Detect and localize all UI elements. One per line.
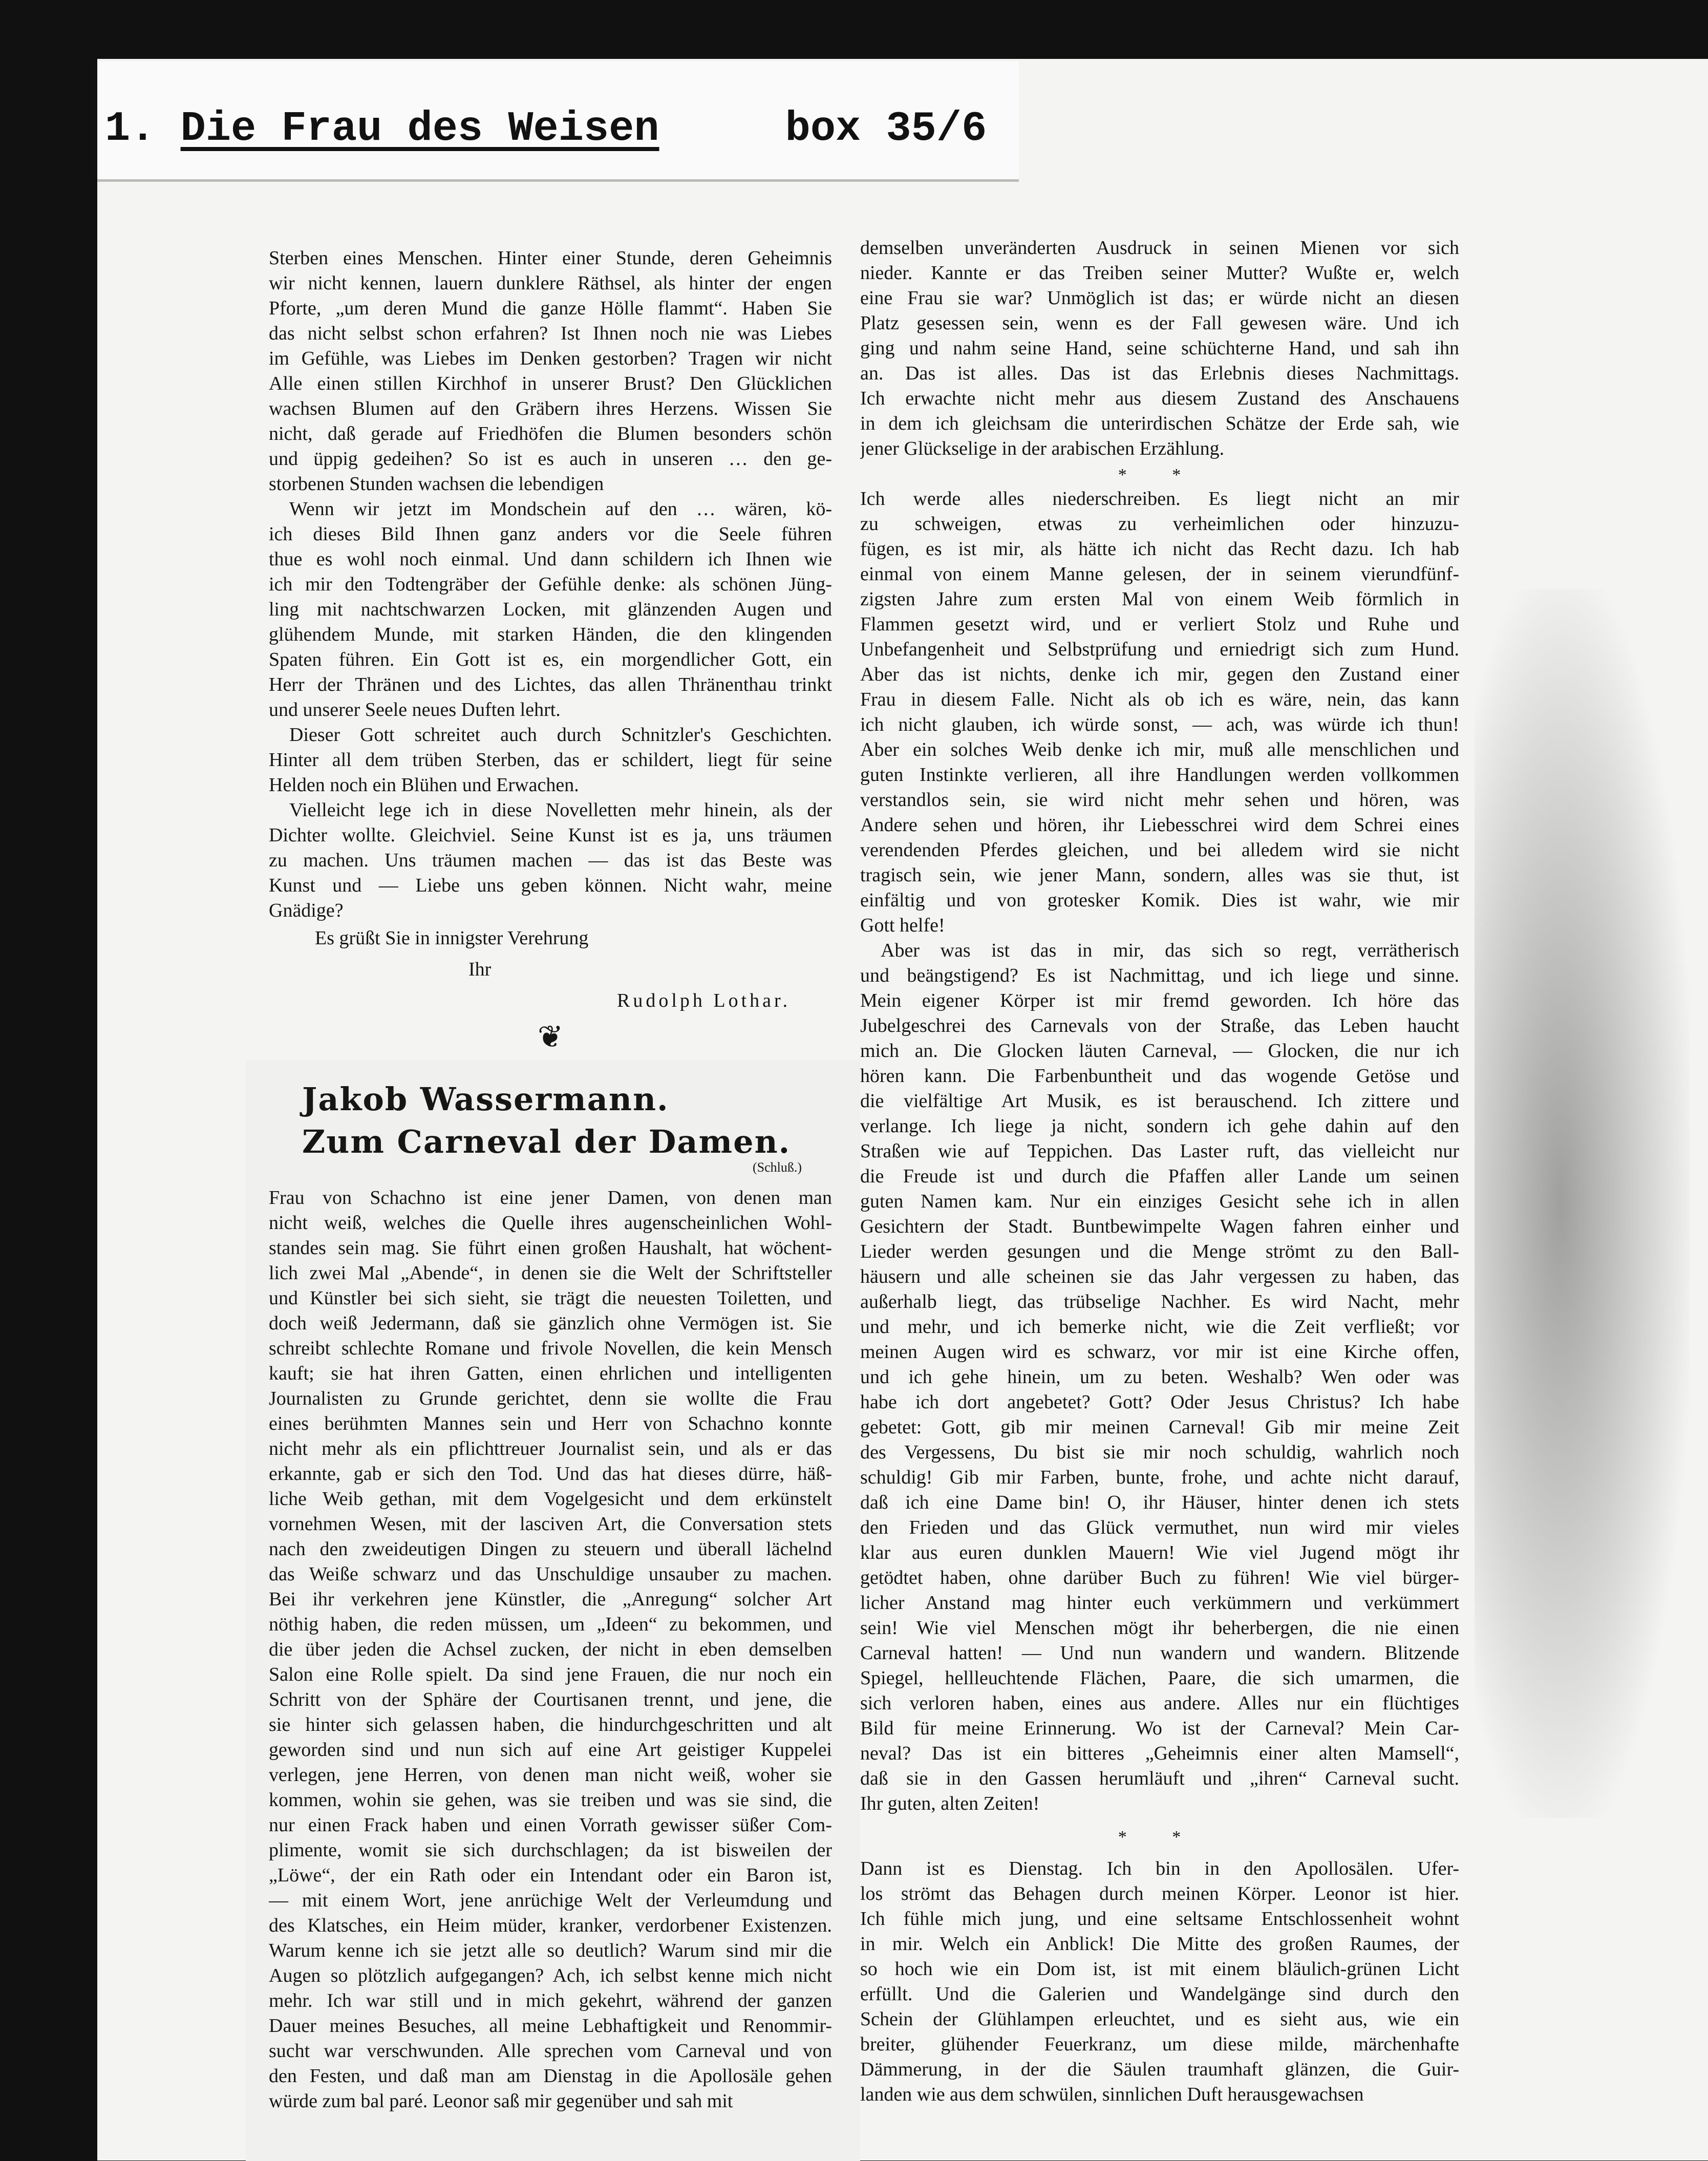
right-column-block-1 bbox=[860, 236, 1459, 461]
text-line: des Klatsches, ein Heim müder, kranker, verdorbener Existenzen. bbox=[269, 1915, 832, 1936]
text-line: Dann ist es Dienstag. Ich bin in den Apollosälen. Ufer- bbox=[860, 1858, 1459, 1879]
text-line: guten Instinkte verlieren, all ihre Handlungen werden vollkommen bbox=[860, 764, 1459, 786]
text-line: geworden sind und nun sich auf eine Art geistiger Kuppelei bbox=[269, 1739, 832, 1761]
text-line: daß ich eine Dame bin! O, ihr Häuser, hinter denen ich stets bbox=[860, 1492, 1459, 1513]
text-line: Straßen wie auf Teppichen. Das Laster ruft, das vielleicht nur bbox=[860, 1140, 1459, 1162]
text-line: breiter, glühender Feuerkranz, um diese milde, märchenhafte bbox=[860, 2033, 1459, 2055]
text-line: wachsen Blumen auf den Gräbern ihres Herzens. Wissen Sie bbox=[269, 398, 832, 419]
section-separator: * * bbox=[1118, 465, 1202, 484]
text-line: sich verloren haben, eines aus andere. Alles nur ein flüchtiges bbox=[860, 1692, 1459, 1714]
text-line: Herr der Thränen und des Lichtes, das allen Thränenthau trinkt bbox=[269, 674, 832, 695]
text-line: getödtet haben, ohne darüber Buch zu führen! Wie viel bürger- bbox=[860, 1567, 1459, 1588]
text-line: eine Frau sie war? Unmöglich ist das; er würde nicht an diesen bbox=[860, 287, 1459, 309]
text-line: Ich fühle mich jung, und eine seltsame Entschlossenheit wohnt bbox=[860, 1908, 1459, 1930]
text-line: Dämmerung, in der die Säulen traumhaft glänzen, die Guir- bbox=[860, 2059, 1459, 2080]
text-line: die über jeden die Achsel zucken, der nicht in eben demselben bbox=[269, 1639, 832, 1660]
signature: Rudolph Lothar. bbox=[617, 990, 791, 1011]
article-heading bbox=[302, 1080, 865, 1160]
text-line: Ich werde alles niederschreiben. Es liegt nicht an mir bbox=[860, 488, 1459, 510]
text-line: und unserer Seele neues Duften lehrt. bbox=[269, 699, 561, 721]
article-title: Zum Carneval der Damen. bbox=[302, 1123, 791, 1160]
closing-line: Es grüßt Sie in innigster Verehrung bbox=[315, 927, 589, 949]
text-line: Dauer meines Besuches, all meine Lebhaftigkeit und Renommir- bbox=[269, 2015, 832, 2037]
text-line: hören kann. Die Farbenbuntheit und das wogende Getöse und bbox=[860, 1065, 1459, 1087]
text-line: verendenden Pferdes gleichen, und bei alledem wird sie nicht bbox=[860, 839, 1459, 861]
text-line: nicht, daß gerade auf Friedhöfen die Blumen besonders schön bbox=[269, 423, 832, 444]
text-line: Jubelgeschrei des Carnevals von der Straße, das Leben haucht bbox=[860, 1015, 1459, 1036]
article-author: Jakob Wassermann. bbox=[302, 1080, 669, 1118]
text-line: und beängstigend? Es ist Nachmittag, und ich liege und sinne. bbox=[860, 965, 1459, 986]
text-line: daß sie in den Gassen herumläuft und „ihren“ Carneval sucht. bbox=[860, 1768, 1459, 1789]
text-line: vornehmen Wesen, mit der lasciven Art, die Conversation stets bbox=[269, 1513, 832, 1535]
text-line: nicht mehr als ein pflichttreuer Journalist sein, und als er das bbox=[269, 1438, 832, 1459]
text-line: fügen, es ist mir, als hätte ich nicht das Recht dazu. Ich hab bbox=[860, 538, 1459, 560]
text-line: Ich erwachte nicht mehr aus diesem Zustand des Anschauens bbox=[860, 388, 1459, 409]
closing-ihr: Ihr bbox=[468, 959, 492, 980]
text-line: Platz gesessen sein, wenn es der Fall gewesen wäre. Und ich bbox=[860, 312, 1459, 334]
text-line: Gesichtern der Stadt. Buntbewimpelte Wagen fahren einher und bbox=[860, 1216, 1459, 1237]
text-line: Mein eigener Körper ist mir fremd geworden. Ich höre das bbox=[860, 990, 1459, 1011]
text-line: das nicht selbst schon erfahren? Ist Ihnen noch nie was Liebes bbox=[269, 323, 832, 344]
text-line: außerhalb liegt, das trübselige Nachher. Es wird Nacht, mehr bbox=[860, 1291, 1459, 1312]
text-line: Lieder werden gesungen und die Menge strömt zu den Ball- bbox=[860, 1241, 1459, 1262]
text-line: habe ich dort angebetet? Gott? Oder Jesus Christus? Ich habe bbox=[860, 1391, 1459, 1413]
text-line: den Festen, und daß man am Dienstag in die Apollosäle gehen bbox=[269, 2065, 832, 2087]
text-line: standes sein mag. Sie führt einen großen Haushalt, hat wöchent- bbox=[269, 1237, 832, 1259]
text-line: Unbefangenheit und Selbstprüfung und erniedrigt sich zum Hund. bbox=[860, 639, 1459, 660]
text-line: wir nicht kennen, lauern dunklere Räthsel, als hinter der engen bbox=[269, 272, 832, 294]
text-line: verlange. Ich liege ja nicht, sondern ich gehe dahin auf den bbox=[860, 1115, 1459, 1137]
label-number: 1. bbox=[105, 105, 156, 153]
text-line: mehr. Ich war still und in mich gekehrt, während der ganzen bbox=[269, 1990, 832, 2011]
text-line: und üppig gedeihen? So ist es auch in unseren … den ge- bbox=[269, 448, 832, 470]
text-line: demselben unveränderten Ausdruck in seinen Mienen vor sich bbox=[860, 237, 1459, 259]
scan-smudge bbox=[1475, 589, 1690, 1818]
text-line: würde zum bal paré. Leonor saß mir gegenüber und sah mit bbox=[269, 2090, 733, 2112]
text-line: schreibt schlechte Romane und frivole Novellen, die kein Mensch bbox=[269, 1338, 832, 1359]
text-line: ich nicht glauben, ich würde sonst, — ach, was würde ich thun! bbox=[860, 714, 1459, 735]
text-line: los strömt das Behagen durch meinen Körper. Leonor ist hier. bbox=[860, 1883, 1459, 1904]
text-line: nieder. Kannte er das Treiben seiner Mutter? Wußte er, welch bbox=[860, 262, 1459, 284]
right-column-block-3 bbox=[860, 1856, 1459, 2107]
text-line: glühendem Munde, mit starken Händen, die den klingenden bbox=[269, 624, 832, 645]
text-line: Spaten führen. Ein Gott ist es, ein morgendlicher Gott, ein bbox=[269, 649, 832, 670]
text-line: Gnädige? bbox=[269, 900, 344, 921]
text-line: Spiegel, hellleuchtende Flächen, Paare, die sich umarmen, die bbox=[860, 1667, 1459, 1689]
text-line: so hoch wie ein Dom ist, ist mit einem bläulich-grünen Licht bbox=[860, 1958, 1459, 1980]
text-line: die Freude ist und durch die Pfaffen aller Lande um seinen bbox=[860, 1166, 1459, 1187]
left-column-bottom bbox=[269, 1185, 832, 2114]
text-line: liche Weib gethan, mit dem Vogelgesicht und dem erkünstelt bbox=[269, 1488, 832, 1510]
text-line: einmal von einem Manne gelesen, der in seinem vierundfünf- bbox=[860, 563, 1459, 585]
text-line: landen wie aus dem schwülen, sinnlichen Duft herausgewachsen bbox=[860, 2084, 1364, 2105]
text-line: thue es wohl noch einmal. Und dann schildern ich Ihnen wie bbox=[269, 548, 832, 570]
text-line: sucht war verschwunden. Alle sprechen vom Carneval und von bbox=[269, 2040, 832, 2062]
text-line: Flammen gesetzt wird, und er verliert Stolz und Ruhe und bbox=[860, 613, 1459, 635]
text-line: nöthig haben, die reden müssen, um „Ideen“ zu bekommen, und bbox=[269, 1614, 832, 1635]
text-line: erfüllt. Und die Galerien und Wandelgänge sind durch den bbox=[860, 1983, 1459, 2005]
text-line: lich zwei Mal „Abende“, in denen sie die Welt der Schriftsteller bbox=[269, 1262, 832, 1284]
text-line: Frau in diesem Falle. Nicht als ob ich es wäre, nein, das kann bbox=[860, 689, 1459, 710]
letter-closing bbox=[269, 926, 832, 1013]
text-line: Gott helfe! bbox=[860, 915, 945, 936]
text-line: klar aus euren dunklen Mauern! Wie viel Jugend mögt ihr bbox=[860, 1542, 1459, 1563]
text-line: Wenn wir jetzt im Mondschein auf den … wären, kö- bbox=[289, 498, 832, 520]
text-line: meinen Augen wird es schwarz, vor mir ist eine Kirche offen, bbox=[860, 1341, 1459, 1363]
label-title: Die Frau des Weisen bbox=[180, 105, 659, 153]
label-box: box 35/6 bbox=[785, 105, 987, 153]
text-line: Aber das ist nichts, denke ich mir, gegen den Zustand einer bbox=[860, 664, 1459, 685]
text-line: ich mir den Todtengräber der Gefühle denke: als schönen Jüng- bbox=[269, 574, 832, 595]
text-line: Aber ein solches Weib denke ich mir, muß alle menschlichen und bbox=[860, 739, 1459, 760]
text-line: den Frieden und das Glück vermuthet, nun wird mir vieles bbox=[860, 1517, 1459, 1538]
text-line: zu machen. Uns träumen machen — das ist das Beste was bbox=[269, 850, 832, 871]
text-line: Frau von Schachno ist eine jener Damen, von denen man bbox=[269, 1187, 832, 1209]
text-line: erkannte, gab er sich den Tod. Und das hat dieses dürre, häß- bbox=[269, 1463, 832, 1485]
text-line: und Künstler bei sich sieht, sie trägt die neuesten Toiletten, und bbox=[269, 1287, 832, 1309]
text-line: Bild für meine Erinnerung. Wo ist der Carneval? Mein Car- bbox=[860, 1718, 1459, 1739]
text-line: in mir. Welch ein Anblick! Die Mitte des großen Raumes, der bbox=[860, 1933, 1459, 1955]
text-line: einfältig und von grotesker Komik. Dies ist wahr, wie mir bbox=[860, 889, 1459, 911]
text-line: nicht weiß, welches die Quelle ihres augenscheinlichen Wohl- bbox=[269, 1212, 832, 1234]
text-line: die vielfältige Art Musik, es ist berauschend. Ich zittere und bbox=[860, 1090, 1459, 1112]
text-line: Carneval hatten! — Und nun wandern und wandern. Blitzende bbox=[860, 1642, 1459, 1664]
text-line: häusern und alle scheinen sie das Jahr vergessen zu haben, das bbox=[860, 1266, 1459, 1287]
text-line: Bei ihr verkehren jene Künstler, die „Anregung“ solcher Art bbox=[269, 1588, 832, 1610]
text-line: Journalisten zu Grunde gerichtet, denn sie wollte die Frau bbox=[269, 1388, 832, 1409]
text-line: Warum kenne ich sie jetzt alle so deutlich? Warum sind mir die bbox=[269, 1940, 832, 1961]
text-line: in dem ich gleichsam die unterirdischen Schätze der Erde sah, wie bbox=[860, 413, 1459, 434]
article-note: (Schluß.) bbox=[753, 1160, 802, 1175]
text-line: storbenen Stunden wachsen die lebendigen bbox=[269, 473, 604, 495]
text-line: Helden noch ein Blühen und Erwachen. bbox=[269, 774, 579, 796]
text-line: schuldig! Gib mir Farben, bunte, frohe, und achte nicht darauf, bbox=[860, 1467, 1459, 1488]
text-line: nach den zweideutigen Dingen zu steuern und überall lächelnd bbox=[269, 1538, 832, 1560]
text-line: Hinter all dem trüben Sterben, das er schildert, liegt für seine bbox=[269, 749, 832, 771]
text-line: Kunst und — Liebe uns geben können. Nicht wahr, meine bbox=[269, 875, 832, 896]
text-line: Andere sehen und hören, ihr Liebesschrei wird dem Schrei eines bbox=[860, 814, 1459, 836]
text-line: — mit einem Wort, jene anrüchige Welt der Verleumdung und bbox=[269, 1890, 832, 1911]
text-line: tragisch sein, wie jener Mann, sondern, alles was sie thut, ist bbox=[860, 864, 1459, 886]
text-line: neval? Das ist ein bitteres „Geheimnis einer alten Mamsell“, bbox=[860, 1743, 1459, 1764]
text-line: zu schweigen, etwas zu verheimlichen oder hinzuzu- bbox=[860, 513, 1459, 535]
text-line: gebetet: Gott, gib mir meinen Carneval! Gib mir meine Zeit bbox=[860, 1416, 1459, 1438]
text-line: guten Namen kam. Nur ein einziges Gesicht sehe ich in allen bbox=[860, 1191, 1459, 1212]
text-line: Schritt von der Sphäre der Courtisanen trennt, und jene, die bbox=[269, 1689, 832, 1710]
text-line: eines berühmten Mannes sein und Herr von Schachno konnte bbox=[269, 1413, 832, 1434]
text-line: doch weiß Jedermann, daß sie gänzlich ohne Vermögen ist. Sie bbox=[269, 1312, 832, 1334]
text-line: kauft; sie hat ihren Gatten, einen ehrlichen und intelligenten bbox=[269, 1363, 832, 1384]
text-line: ich dieses Bild Ihnen ganz anders vor die Seele führen bbox=[269, 523, 832, 545]
text-line: Ihr guten, alten Zeiten! bbox=[860, 1793, 1040, 1814]
text-line: Salon eine Rolle spielt. Da sind jene Frauen, die nur noch ein bbox=[269, 1664, 832, 1685]
text-line: licher Anstand mag hinter euch verkümmern und verkümmert bbox=[860, 1592, 1459, 1614]
text-line: mich an. Die Glocken läuten Carneval, — Glocken, die nur ich bbox=[860, 1040, 1459, 1062]
text-line: Sterben eines Menschen. Hinter einer Stunde, deren Geheimnis bbox=[269, 247, 832, 269]
text-line: jener Glückselige in der arabischen Erzählung. bbox=[860, 438, 1225, 459]
text-line: sein! Wie viel Menschen mögt ihr beherbergen, die nie einen bbox=[860, 1617, 1459, 1639]
text-line: „Löwe“, der ein Rath oder ein Intendant oder ein Baron ist, bbox=[269, 1865, 832, 1886]
text-line: zigsten Jahre zum ersten Mal von einem Weib förmlich in bbox=[860, 588, 1459, 610]
text-line: ling mit nachtschwarzen Locken, mit glänzenden Augen und bbox=[269, 599, 832, 620]
text-line: des Vergessens, Du bist sie mir noch schuldig, wahrlich noch bbox=[860, 1442, 1459, 1463]
text-line: plimente, womit sie sich durchschlagen; da ist bisweilen der bbox=[269, 1839, 832, 1861]
text-line: Aber was ist das in mir, das sich so regt, verrätherisch bbox=[881, 940, 1459, 961]
text-line: an. Das ist alles. Das ist das Erlebnis dieses Nachmittags. bbox=[860, 363, 1459, 384]
text-line: Dichter wollte. Gleichviel. Seine Kunst ist es ja, uns träumen bbox=[269, 824, 832, 846]
text-line: das Weiße schwarz und das Unschuldige unsauber zu machen. bbox=[269, 1563, 832, 1585]
text-line: Pforte, „um deren Mund die ganze Hölle flammt“. Haben Sie bbox=[269, 298, 832, 319]
text-line: nur einen Frack haben und einen Vorrath gewisser süßer Com- bbox=[269, 1814, 832, 1836]
archive-label bbox=[105, 105, 987, 153]
text-line: und ich gehe hinein, um zu beten. Weshalb? Wen oder was bbox=[860, 1366, 1459, 1388]
text-line: kommen, wohin sie gehen, was sie treiben und was sie sind, die bbox=[269, 1789, 832, 1811]
text-line: ging und nahm seine Hand, seine schüchterne Hand, und sah ihn bbox=[860, 337, 1459, 359]
text-line: sie hinter sich gelassen haben, die hindurchgeschritten und alt bbox=[269, 1714, 832, 1735]
right-column-block-2 bbox=[860, 486, 1459, 1816]
text-line: Dieser Gott schreitet auch durch Schnitzler's Geschichten. bbox=[289, 724, 832, 746]
text-line: verlegen, jene Herren, von denen man nicht weiß, woher sie bbox=[269, 1764, 832, 1786]
left-column-top bbox=[269, 246, 832, 923]
text-line: verstandlos sein, sie wird nicht mehr sehen und hören, was bbox=[860, 789, 1459, 811]
text-line: und mehr, und ich bemerke nicht, wie die Zeit verfließt; vor bbox=[860, 1316, 1459, 1338]
section-separator: * * bbox=[1118, 1828, 1202, 1847]
text-line: Augen so plötzlich aufgegangen? Ach, ich selbst kenne mich nicht bbox=[269, 1965, 832, 1986]
text-line: Vielleicht lege ich in diese Novelletten mehr hinein, als der bbox=[289, 799, 832, 821]
text-line: Alle einen stillen Kirchhof in unserer Brust? Den Glücklichen bbox=[269, 373, 832, 394]
ornament-icon: ❦ bbox=[537, 1020, 564, 1054]
text-line: im Gefühle, was Liebes im Denken gestorben? Tragen wir nicht bbox=[269, 348, 832, 369]
text-line: Schein der Glühlampen erleuchtet, und es sieht aus, wie ein bbox=[860, 2008, 1459, 2030]
